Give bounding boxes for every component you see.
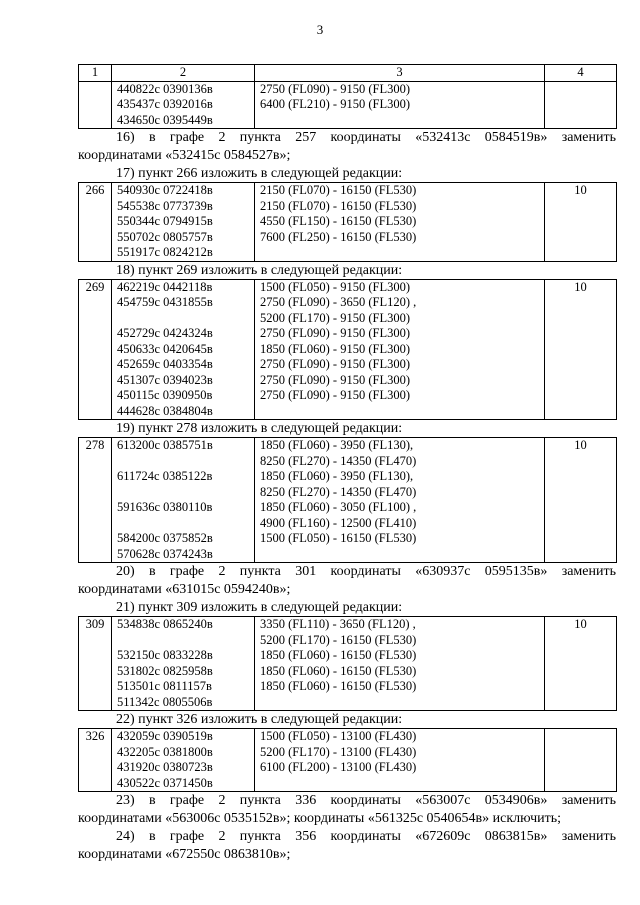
cell-line: 5200 (FL170) - 16150 (FL530) [260,632,417,647]
cell-line: 613200с 0385751в [117,438,213,452]
table-row [79,81,617,129]
cell-line: 611724с 0385122в [117,469,213,483]
cell-line: 1850 (FL060) - 16150 (FL530) [260,679,417,693]
cell-line: 584200с 0375852в [117,531,213,545]
cell-line: 435437с 0392016в [117,97,213,111]
cell-line: 2150 (FL070) - 16150 (FL530) [260,198,417,213]
cell-line: 2750 (FL090) - 9150 (FL300) [260,388,410,402]
table-point-278 [78,437,617,563]
cell-line: 1850 (FL060) - 3950 (FL130), [260,469,414,483]
cell-line: 452659с 0403354в [117,357,213,371]
column-4-cell: 10 [545,279,617,420]
cell-line: 431920с 0380723в [117,760,213,774]
cell-line: 452729с 0424324в [117,326,213,340]
cell-line: 430522с 0371450в [117,775,213,790]
cell-line: 1500 (FL050) - 9150 (FL300) [260,279,410,294]
point-number-cell: 266 [79,183,112,262]
column-4-cell: 10 [545,617,617,711]
paragraph-16-line-1: 16) в графе 2 пункта 257 координаты «532413с 0584519в» заменить [116,130,616,145]
paragraph-19: 19) пункт 278 изложить в следующей редакции: [116,421,403,436]
cell-line: 8250 (FL270) - 14350 (FL470) [260,453,417,468]
table-row [79,729,617,792]
cell-line [117,311,254,327]
cell-line: 432059с 0390519в [117,729,213,743]
header-col-3: 3 [255,65,545,82]
table-header-row [79,65,617,82]
cell-line: 450633с 0420645в [117,341,213,356]
cell-line: 1850 (FL060) - 9150 (FL300) [260,341,410,356]
cell-line: 2750 (FL090) - 9150 (FL300) [260,357,410,371]
cell-line [260,776,544,792]
cell-line [260,547,544,563]
paragraph-18: 18) пункт 269 изложить в следующей редакции: [116,262,403,278]
table-point-309 [78,616,617,711]
paragraph-17: 17) пункт 266 изложить в следующей редакции: [116,166,403,181]
table-row [79,279,617,420]
cell-line: 2750 (FL090) - 9150 (FL300) [260,372,410,387]
cell-line: 1850 (FL060) - 16150 (FL530) [260,648,417,662]
table-row [79,438,617,563]
cell-line: 6100 (FL200) - 13100 (FL430) [260,760,417,774]
cell-line: 454759с 0431855в [117,295,213,309]
cell-line: 8250 (FL270) - 14350 (FL470) [260,484,417,499]
cell-line [117,454,254,470]
paragraph-24-line-2: координатами «672550с 0863810в»; [78,847,291,862]
cell-line [260,695,544,711]
point-number-cell [79,81,112,129]
heights-cell [255,183,545,262]
header-col-2: 2 [112,65,255,82]
coordinates-cell [112,81,255,129]
cell-line: 540930с 0722418в [117,183,213,197]
cell-line: 444628с 0384804в [117,403,213,418]
cell-line [260,245,544,261]
cell-line: 462219с 0442118в [117,279,213,294]
cell-line: 5200 (FL170) - 9150 (FL300) [260,310,410,325]
cell-line: 4550 (FL150) - 16150 (FL530) [260,214,417,228]
cell-line: 2750 (FL090) - 9150 (FL300) [260,326,410,340]
cell-line: 1500 (FL050) - 13100 (FL430) [260,729,417,743]
column-4-cell [545,81,617,129]
table-point-326 [78,728,617,792]
column-4-cell [545,729,617,792]
paragraph-21: 21) пункт 309 изложить в следующей редакции: [116,600,403,615]
point-number-cell: 309 [79,617,112,711]
cell-line: 3350 (FL110) - 3650 (FL120) , [260,617,416,631]
coordinates-cell [112,183,255,262]
paragraph-23-line-2: координатами «563006с 0535152в»; координаты «561325с 0540654в» исключить; [78,811,561,826]
cell-line: 6400 (FL210) - 9150 (FL300) [260,97,410,111]
heights-cell [255,617,545,711]
heights-cell [255,279,545,420]
cell-line: 434650с 0395449в [117,112,213,127]
cell-line: 513501с 0811157в [117,679,212,693]
document-body [78,64,616,864]
cell-line: 532150с 0833228в [117,648,213,662]
cell-line: 534838с 0865240в [117,617,213,631]
cell-line: 2750 (FL090) - 3650 (FL120) , [260,295,417,309]
page-number: 3 [316,22,324,37]
coordinates-cell [112,729,255,792]
coordinates-cell [112,279,255,420]
cell-line: 545538с 0773739в [117,198,213,213]
heights-cell [255,81,545,129]
heights-cell [255,438,545,563]
paragraph-24-line-1: 24) в графе 2 пункта 356 координаты «672609с 0863815в» заменить [116,829,616,844]
cell-line: 550702с 0805757в [117,229,213,244]
cell-line: 432205с 0381800в [117,744,213,759]
cell-line: 1850 (FL060) - 3050 (FL100) , [260,500,417,514]
paragraph-20-line-1: 20) в графе 2 пункта 301 координаты «630937с 0595135в» заменить [116,564,616,579]
cell-line: 570628с 0374243в [117,546,213,561]
cell-line [117,633,254,649]
paragraph-16-line-2: координатами «532415с 0584527в»; [78,148,291,163]
coordinates-cell [112,617,255,711]
cell-line: 591636с 0380110в [117,500,213,514]
cell-line: 440822с 0390136в [117,81,213,96]
cell-line [117,516,254,532]
continuation-table [78,64,617,129]
cell-line: 7600 (FL250) - 16150 (FL530) [260,229,417,244]
coordinates-cell [112,438,255,563]
cell-line: 511342с 0805506в [117,694,213,709]
cell-line: 5200 (FL170) - 13100 (FL430) [260,744,417,759]
cell-line: 531802с 0825958в [117,663,213,678]
cell-line: 550344с 0794915в [117,214,213,228]
header-col-1: 1 [79,65,112,82]
point-number-cell: 278 [79,438,112,563]
point-number-cell: 269 [79,279,112,420]
heights-cell [255,729,545,792]
cell-line: 451307с 0394023в [117,372,213,387]
cell-line: 2750 (FL090) - 9150 (FL300) [260,81,410,96]
cell-line [117,485,254,501]
cell-line: 2150 (FL070) - 16150 (FL530) [260,183,417,197]
cell-line: 4900 (FL160) - 12500 (FL410) [260,515,417,530]
cell-line: 1500 (FL050) - 16150 (FL530) [260,531,417,545]
table-row [79,183,617,262]
paragraph-23-line-1: 23) в графе 2 пункта 336 координаты «563007с 0534906в» заменить [116,793,616,808]
table-point-266 [78,182,617,262]
cell-line: 450115с 0390950в [117,388,213,402]
table-point-269 [78,279,617,421]
paragraph-20-line-2: координатами «631015с 0594240в»; [78,582,291,597]
point-number-cell: 326 [79,729,112,792]
cell-line: 1850 (FL060) - 3950 (FL130), [260,438,414,452]
cell-line [260,404,544,420]
header-col-4: 4 [545,65,617,82]
paragraph-22: 22) пункт 326 изложить в следующей редакции: [116,712,403,727]
column-4-cell: 10 [545,438,617,563]
column-4-cell: 10 [545,183,617,262]
cell-line: 1850 (FL060) - 16150 (FL530) [260,663,417,678]
cell-line [260,113,544,129]
table-row [79,617,617,711]
cell-line: 551917с 0824212в [117,245,213,259]
